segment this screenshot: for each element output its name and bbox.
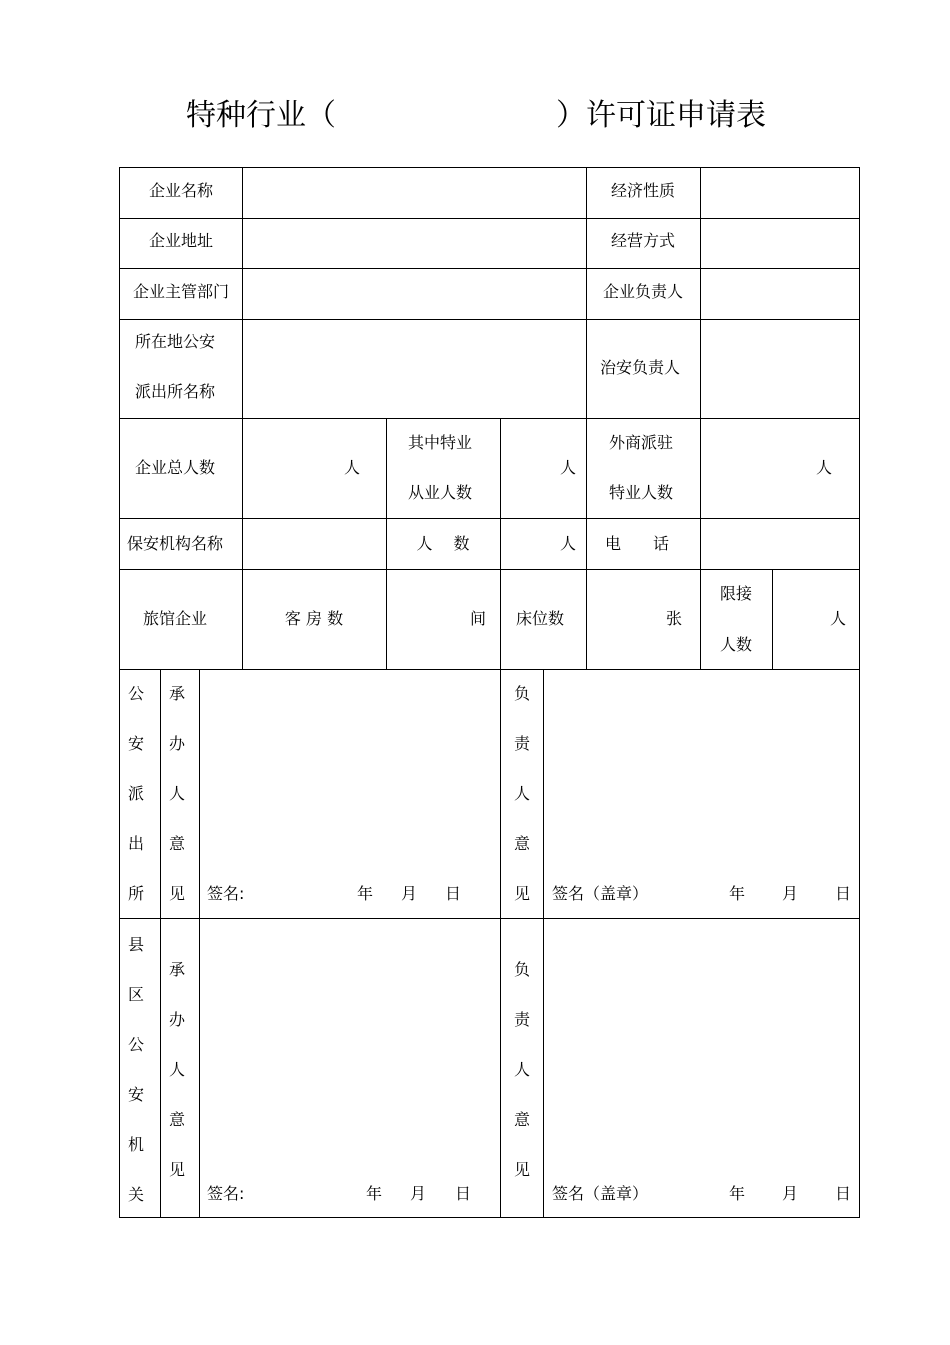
- s1-handler-month: 月: [401, 884, 418, 903]
- s2-leader-month: 月: [782, 1184, 799, 1203]
- s1-handler-char: 承: [169, 684, 186, 703]
- label-headcount: 人 数: [416, 534, 470, 553]
- s1-leader-day: 日: [835, 884, 852, 903]
- s1-handler-year: 年: [357, 884, 374, 903]
- grid-line: [119, 1217, 860, 1218]
- label-company-leader: 企业负责人: [602, 282, 683, 301]
- s2-handler-sign: 签名:: [207, 1184, 245, 1203]
- label-security-leader: 治安负责人: [599, 358, 680, 377]
- s2-leader-char: 意: [514, 1110, 531, 1129]
- s2-org-char: 关: [128, 1185, 145, 1204]
- unit-total-staff: 人: [344, 458, 361, 477]
- grid-line: [242, 167, 243, 670]
- label-company-name: 企业名称: [148, 181, 213, 200]
- label-hotel: 旅馆企业: [142, 609, 207, 628]
- grid-line: [500, 669, 501, 1218]
- unit-special-staff: 人: [560, 458, 577, 477]
- s2-leader-char: 负: [514, 960, 531, 979]
- label-foreign-staff-1: 外商派驻: [608, 433, 673, 452]
- grid-line: [500, 418, 501, 670]
- s1-handler-char: 意: [169, 834, 186, 853]
- s1-handler-char: 办: [169, 734, 186, 753]
- s2-handler-year: 年: [366, 1184, 383, 1203]
- unit-headcount: 人: [560, 534, 577, 553]
- label-police-station-2: 派出所名称: [134, 382, 215, 401]
- s2-handler-char: 承: [169, 960, 186, 979]
- label-supervising-dept: 企业主管部门: [132, 282, 229, 301]
- s1-handler-day: 日: [445, 884, 462, 903]
- label-total-staff: 企业总人数: [134, 458, 215, 477]
- title-right: ）许可证申请表: [556, 98, 766, 133]
- label-economic-nature: 经济性质: [610, 181, 675, 200]
- grid-line: [119, 319, 860, 320]
- label-rooms: 客 房 数: [284, 609, 344, 628]
- grid-line: [119, 268, 860, 269]
- grid-line: [199, 669, 200, 1218]
- label-business-mode: 经营方式: [610, 231, 675, 250]
- s2-org-char: 安: [128, 1085, 145, 1104]
- s2-handler-month: 月: [410, 1184, 427, 1203]
- s2-handler-char: 意: [169, 1110, 186, 1129]
- grid-line: [859, 167, 860, 1218]
- label-police-station-1: 所在地公安: [134, 332, 215, 351]
- s2-leader-day: 日: [835, 1184, 852, 1203]
- grid-line: [772, 569, 773, 670]
- s2-leader-char: 责: [514, 1010, 531, 1029]
- grid-line: [119, 669, 860, 670]
- s2-handler-char: 办: [169, 1010, 186, 1029]
- s2-leader-char: 人: [514, 1060, 531, 1079]
- unit-rooms: 间: [470, 609, 487, 628]
- s1-leader-year: 年: [729, 884, 746, 903]
- grid-line: [119, 418, 860, 419]
- unit-beds: 张: [666, 609, 683, 628]
- title-left: 特种行业（: [186, 98, 336, 133]
- label-limit-2: 人数: [719, 635, 752, 654]
- s2-leader-char: 见: [514, 1160, 531, 1179]
- s2-handler-char: 见: [169, 1160, 186, 1179]
- label-limit-1: 限接: [719, 584, 752, 603]
- s2-handler-char: 人: [169, 1060, 186, 1079]
- s1-org-char: 安: [128, 734, 145, 753]
- s2-leader-year: 年: [729, 1184, 746, 1203]
- s1-handler-sign: 签名:: [207, 884, 245, 903]
- s1-org-char: 所: [128, 884, 145, 903]
- s1-org-char: 派: [128, 784, 145, 803]
- s1-handler-char: 见: [169, 884, 186, 903]
- label-phone: 电 话: [604, 534, 669, 553]
- s2-org-char: 区: [128, 985, 145, 1004]
- s2-leader-sign: 签名（盖章）: [552, 1184, 649, 1203]
- s1-leader-sign: 签名（盖章）: [552, 884, 649, 903]
- s1-leader-char: 责: [514, 734, 531, 753]
- s1-leader-char: 意: [514, 834, 531, 853]
- s1-leader-char: 人: [514, 784, 531, 803]
- s2-org-char: 机: [128, 1135, 145, 1154]
- label-special-staff-2: 从业人数: [407, 483, 472, 502]
- s2-handler-day: 日: [455, 1184, 472, 1203]
- grid-line: [119, 569, 860, 570]
- label-special-staff-1: 其中特业: [407, 433, 472, 452]
- s1-leader-char: 见: [514, 884, 531, 903]
- grid-line: [119, 918, 860, 919]
- s2-org-char: 县: [128, 935, 145, 954]
- s1-org-char: 出: [128, 834, 145, 853]
- label-foreign-staff-2: 特业人数: [608, 483, 673, 502]
- grid-line: [119, 167, 120, 1218]
- unit-foreign-staff: 人: [816, 458, 833, 477]
- label-company-address: 企业地址: [148, 231, 213, 250]
- label-security-org: 保安机构名称: [126, 534, 223, 553]
- s1-handler-char: 人: [169, 784, 186, 803]
- s1-org-char: 公: [128, 684, 145, 703]
- s1-leader-month: 月: [782, 884, 799, 903]
- grid-line: [119, 518, 860, 519]
- grid-line: [160, 669, 161, 1218]
- grid-line: [543, 669, 544, 1218]
- unit-limit: 人: [830, 609, 847, 628]
- grid-line: [119, 218, 860, 219]
- s1-leader-char: 负: [514, 684, 531, 703]
- s2-org-char: 公: [128, 1035, 145, 1054]
- grid-line: [119, 167, 860, 168]
- form-title: [0, 92, 950, 140]
- label-beds: 床位数: [515, 609, 564, 628]
